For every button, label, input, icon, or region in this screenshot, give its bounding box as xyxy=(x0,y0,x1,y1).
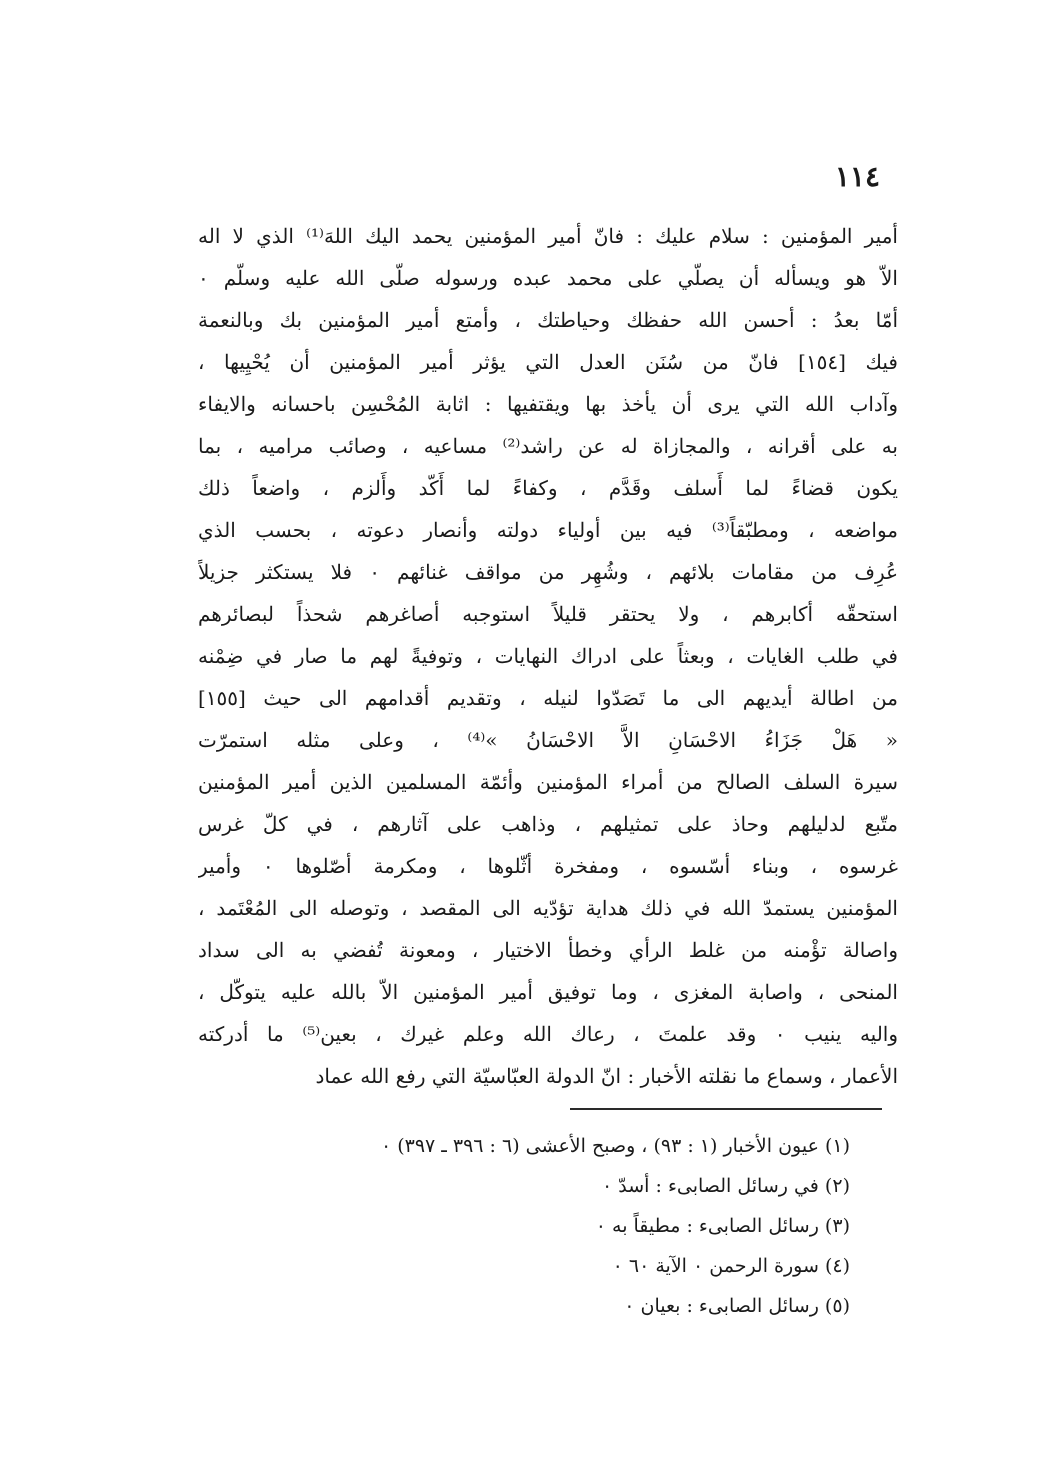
text-line-10: استحقّه أكابرهم ، ولا يحتقر قليلاً استوجبه أصاغرهم شحذاً لبصائرهم xyxy=(198,602,898,626)
body-text xyxy=(198,215,898,1097)
footnote-4: (٤) سورة الرحمن ٠ الآية ٦٠ ٠ xyxy=(612,1255,850,1277)
text-line-12: من اطالة أيديهم الى ما تَصَدّوا لنيله ، وتقديم أقدامهم الى حيث [١٥٥] xyxy=(198,686,898,710)
text-line-14: سيرة السلف الصالح من أمراء المؤمنين وأئمّة المسلمين الذين أمير المؤمنين xyxy=(198,770,898,794)
text-line-20: واليه ينيب ٠ وقد علمتَ ، رعاك الله وعلم غيرك ، بعين⁽⁵⁾ ما أدركته xyxy=(198,1022,898,1046)
text-line-2: الاّ هو ويسأله أن يصلّي على محمد عبده ورسوله صلّى الله عليه وسلّم ٠ xyxy=(198,266,898,290)
text-line-4: فيك [١٥٤] فانّ من سُنَن العدل التي يؤثر أمير المؤمنين أن يُحْيِيها ، xyxy=(198,350,898,374)
footnote-1: (١) عيون الأخبار (١ : ٩٣) ، وصبح الأعشى (٦ : ٣٩٦ ـ ٣٩٧) ٠ xyxy=(380,1135,850,1157)
footnote-divider xyxy=(570,1108,882,1110)
text-line-17: المؤمنين يستمدّ الله في ذلك هداية تؤدّيه الى المقصد ، وتوصله الى المُعْتَمد ، xyxy=(198,896,898,920)
text-line-19: المنحى ، واصابة المغزى ، وما توفيق أمير المؤمنين الاّ بالله عليه يتوكّل ، xyxy=(198,980,898,1004)
footnote-5: (٥) رسائل الصابىء : بعيان ٠ xyxy=(624,1295,850,1317)
page-number: ١١٤ xyxy=(834,160,880,193)
text-line-7: يكون قضاءً لما أَسلف وقَدَّم ، وكفاءً لما أَكّد وأَلزم ، واضعاً ذلك xyxy=(198,476,898,500)
text-line-16: غرسوه ، وبناء أسّسوه ، ومفخرة أثّلوها ، ومكرمة أصّلوها ٠ وأمير xyxy=(198,854,898,878)
text-line-1: أمير المؤمنين : سلام عليك : فانّ أمير المؤمنين يحمد اليك اللهَ⁽¹⁾ الذي لا اله xyxy=(198,224,898,248)
text-line-15: متّبع لدليلهم وحاذ على تمثيلهم ، وذاهب على آثارهم ، في كلّ غرس xyxy=(198,812,898,836)
footnote-2: (٢) في رسائل الصابىء : أسدّ ٠ xyxy=(602,1175,850,1197)
text-line-21: الأعمار ، وسماع ما نقلته الأخبار : انّ الدولة العبّاسيّة التي رفع الله عماد xyxy=(315,1064,898,1088)
text-line-8: مواضعه ، ومطبّقاً⁽³⁾ فيه بين أولياء دولته وأنصار دعوته ، بحسب الذي xyxy=(198,518,898,542)
text-line-5: وآداب الله التي يرى أن يأخذ بها ويقتفيها : اثابة المُحْسِن باحسانه والايفاء xyxy=(198,392,898,416)
footnote-3: (٣) رسائل الصابىء : مطيقاً به ٠ xyxy=(595,1215,850,1237)
text-line-18: واصالة تؤْمنه من غلط الرأي وخطأ الاختيار ، ومعونة تُفضي به الى سداد xyxy=(198,938,898,962)
text-line-9: عُرِف من مقامات بلائهم ، وشُهِر من مواقف غنائهم ٠ فلا يستكثر جزيلاً xyxy=(198,560,898,584)
footnotes xyxy=(210,1126,850,1326)
text-line-13: « هَلْ جَزَاءُ الاحْسَانِ الاَّ الاحْسَانُ »⁽⁴⁾ ، وعلى مثله استمرّت xyxy=(198,728,898,752)
text-line-11: في طلب الغايات ، وبعثاً على ادراك النهايات ، وتوفيةً لهم ما صار في ضِمْنه xyxy=(198,644,898,668)
text-line-3: أمّا بعدُ : أحسن الله حفظك وحياطتك ، وأمتع أمير المؤمنين بك وبالنعمة xyxy=(198,308,898,332)
text-line-6: به على أقرانه ، والمجازاة له عن راشد⁽²⁾ مساعيه ، وصائب مراميه ، بما xyxy=(198,434,898,458)
